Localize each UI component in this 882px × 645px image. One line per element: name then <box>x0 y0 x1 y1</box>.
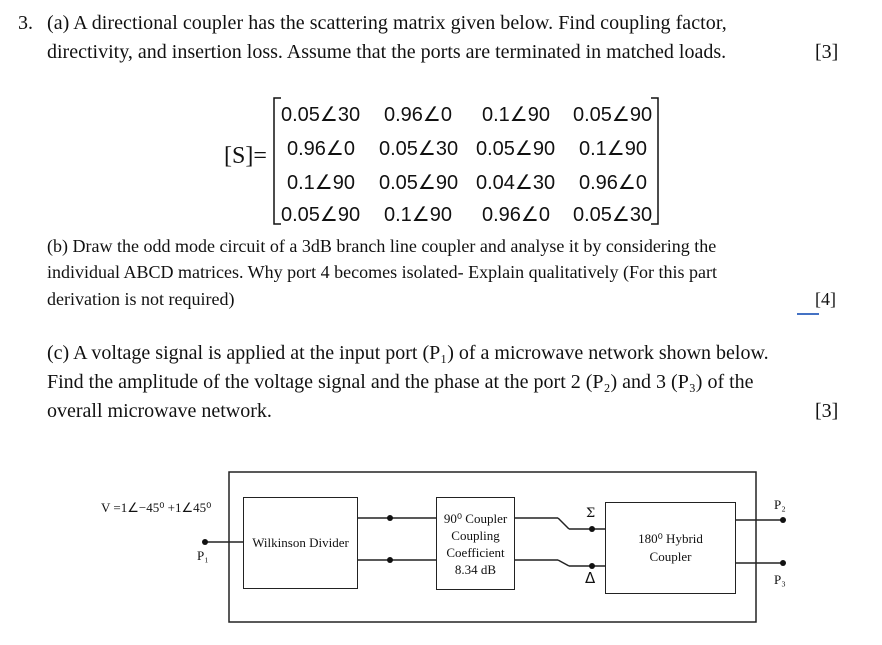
part-c-marks: [3] <box>815 400 839 422</box>
matrix-cell: 0.05∠30 <box>573 204 653 226</box>
hybrid-coupler-block <box>605 502 736 594</box>
coupler-block <box>436 497 515 590</box>
coupler-label-3: Coefficient <box>446 544 505 560</box>
part-c-line1: (c) A voltage signal is applied at the input port (P₁) of a microwave network shown below. <box>47 342 769 364</box>
matrix-cell: 0.96∠0 <box>482 204 550 226</box>
matrix-cell: 0.05∠90 <box>379 172 459 194</box>
delta-label: Δ <box>585 569 596 587</box>
part-c-line2: Find the amplitude of the voltage signal and the phase at the port 2 (P₂) and 3 (P₃) of the <box>47 371 754 393</box>
part-c-line3: overall microwave network. <box>47 400 272 422</box>
matrix-cell: 0.05∠90 <box>573 104 653 126</box>
matrix-cell: 0.1∠90 <box>579 138 647 160</box>
matrix-cell: 0.96∠0 <box>287 138 355 160</box>
sigma-label: Σ <box>586 506 596 521</box>
part-a-line2: directivity, and insertion loss. Assume that the ports are terminated in matched loads. <box>47 41 727 63</box>
matrix-cell: 0.05∠90 <box>281 204 361 226</box>
part-a-line1: (a) A directional coupler has the scattering matrix given below. Find coupling factor, <box>47 12 727 34</box>
hybrid-label-2: Coupler <box>649 549 692 564</box>
wilkinson-divider-block <box>243 497 358 589</box>
hybrid-label-1: 180⁰ Hybrid <box>638 531 703 546</box>
matrix-cell: 0.1∠90 <box>287 172 355 194</box>
matrix-cell: 0.1∠90 <box>384 204 452 226</box>
matrix-cell: 0.1∠90 <box>482 104 550 126</box>
question-number: 3. <box>18 12 33 34</box>
matrix-cell: 0.05∠90 <box>476 138 556 160</box>
matrix-cell: 0.96∠0 <box>384 104 452 126</box>
part-b-line2: individual ABCD matrices. Why port 4 becomes isolated- Explain qualitatively (For this part <box>47 262 718 282</box>
coupler-label-1: 90⁰ Coupler <box>443 510 508 526</box>
voltage-label: V =1∠−45⁰ +1∠45⁰ <box>101 500 212 515</box>
matrix-cell: 0.05∠30 <box>281 104 361 126</box>
part-b-marks: [4] <box>815 289 836 309</box>
port-p2-label: P₂ <box>774 497 786 512</box>
wilkinson-label: Wilkinson Divider <box>252 535 349 550</box>
port-p3-label: P₃ <box>774 572 786 587</box>
part-b-line1: (b) Draw the odd mode circuit of a 3dB branch line coupler and analyse it by considering the <box>47 236 717 256</box>
matrix-label: [S]= <box>224 143 267 169</box>
port-p1-label: P₁ <box>197 548 209 563</box>
part-b-line3: derivation is not required) <box>47 289 235 309</box>
coupler-label-4: 8.34 dB <box>454 561 497 577</box>
matrix-cell: 0.96∠0 <box>579 172 647 194</box>
coupler-label-2: Coupling <box>451 527 500 543</box>
part-a-marks: [3] <box>815 41 839 63</box>
matrix-cell: 0.05∠30 <box>379 138 459 160</box>
matrix-cell: 0.04∠30 <box>476 172 556 194</box>
